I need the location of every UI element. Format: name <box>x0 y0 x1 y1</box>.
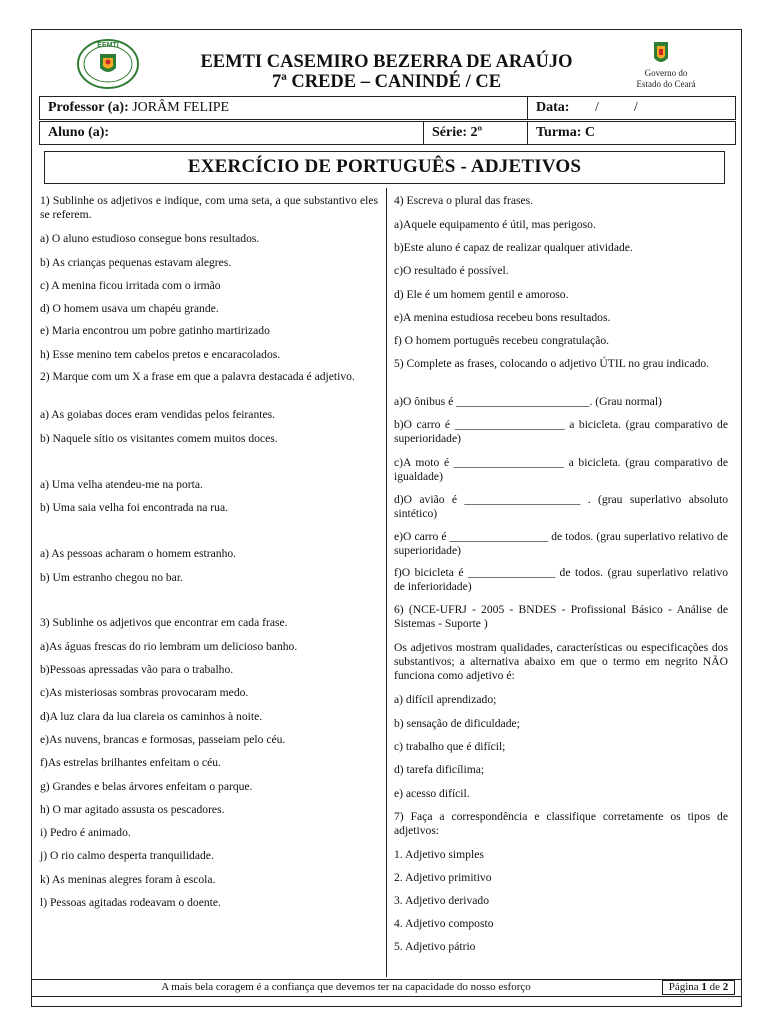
serie-cell <box>423 122 527 144</box>
footer-bottom-divider <box>32 996 741 997</box>
list-item: f)O bicicleta é _______________ de todos. (grau superlativo relativo de inferioridade) <box>394 566 728 593</box>
list-item: e) acesso difícil. <box>394 787 470 800</box>
turma-label: Turma: <box>536 125 582 140</box>
list-item: 3. Adjetivo derivado <box>394 894 489 907</box>
gov-logo-line1: Governo do <box>644 68 688 78</box>
question-5-prompt: 5) Complete as frases, colocando o adjetivo ÚTIL no grau indicado. <box>394 357 710 370</box>
list-item: a) difícil aprendizado; <box>394 693 497 706</box>
professor-label: Professor (a): <box>48 100 129 115</box>
list-item: b)Este aluno é capaz de realizar qualquer atividade. <box>394 241 633 254</box>
date-value: / / <box>594 100 638 115</box>
list-item: i) Pedro é animado. <box>40 826 131 839</box>
list-item: c) A menina ficou irritada com o irmão <box>40 279 221 292</box>
school-name: EEMTI CASEMIRO BEZERRA DE ARAÚJO <box>200 52 573 72</box>
serie-value: 2º <box>466 125 483 140</box>
page-total: 2 <box>722 981 729 993</box>
list-item: b) Naquele sítio os visitantes comem muitos doces. <box>40 432 278 445</box>
list-item: d) tarefa dificílima; <box>394 763 485 776</box>
list-item: c)A moto é ___________________ a bicicleta. (grau comparativo de igualdade) <box>394 456 728 483</box>
list-item: a)Aquele equipamento é útil, mas perigoso. <box>394 218 596 231</box>
page-indicator <box>662 980 735 995</box>
list-item: 5. Adjetivo pátrio <box>394 940 476 953</box>
page-label: Página <box>668 981 699 993</box>
list-item: f)As estrelas brilhantes enfeitam o céu. <box>40 756 221 769</box>
date-cell[interactable] <box>527 97 737 119</box>
page-current: 1 <box>701 981 707 993</box>
list-item: a) As goiabas doces eram vendidas pelos feirantes. <box>40 408 276 421</box>
list-item: d) Ele é um homem gentil e amoroso. <box>394 288 569 301</box>
serie-label: Série: <box>432 125 467 140</box>
list-item: c) trabalho que é difícil; <box>394 740 506 753</box>
list-item: b) As crianças pequenas estavam alegres. <box>40 256 232 269</box>
list-item: a)As águas frescas do rio lembram um delicioso banho. <box>40 640 298 653</box>
list-item: 4. Adjetivo composto <box>394 917 494 930</box>
list-item: d)O avião é ____________________ . (grau superlativo absoluto sintético) <box>394 493 728 520</box>
list-item: e) Maria encontrou um pobre gatinho martirizado <box>40 324 270 337</box>
column-divider <box>386 188 387 977</box>
turma-cell <box>527 122 737 144</box>
school-subtitle: 7ª CREDE – CANINDÉ / CE <box>271 72 502 92</box>
info-row-professor <box>39 96 736 120</box>
question-1-prompt: 1) Sublinhe os adjetivos e indique, com uma seta, a que substantivo eles se referem. <box>40 194 378 221</box>
turma-value: C <box>581 125 596 140</box>
list-item: 2. Adjetivo primitivo <box>394 871 492 884</box>
gov-logo-line2: Estado do Ceará <box>636 79 696 89</box>
list-item: c)As misteriosas sombras provocaram medo. <box>40 686 249 699</box>
list-item: b) Um estranho chegou no bar. <box>40 571 183 584</box>
list-item: e)O carro é _________________ de todos. (grau superlativo relativo de superioridade) <box>394 530 728 557</box>
list-item: k) As meninas alegres foram à escola. <box>40 873 216 886</box>
footer-quote: A mais bela coragem é a confiança que devemos ter na capacidade do nosso esforço <box>161 981 531 993</box>
list-item: e)As nuvens, brancas e formosas, passeiam pelo céu. <box>40 733 286 746</box>
list-item: b)O carro é ___________________ a bicicleta. (grau comparativo de superioridade) <box>394 418 728 445</box>
professor-cell <box>40 97 527 119</box>
list-item: b) sensação de dificuldade; <box>394 717 520 730</box>
government-logo <box>622 38 706 94</box>
aluno-label: Aluno (a): <box>48 125 110 140</box>
list-item: l) Pessoas agitadas rodeavam o doente. <box>40 896 221 909</box>
list-item: a) As pessoas acharam o homem estranho. <box>40 547 237 560</box>
question-3-prompt: 3) Sublinhe os adjetivos que encontrar em cada frase. <box>40 616 288 629</box>
list-item: b)Pessoas apressadas vão para o trabalho. <box>40 663 234 676</box>
question-4-prompt: 4) Escreva o plural das frases. <box>394 194 534 207</box>
header <box>32 30 741 96</box>
list-item: 1. Adjetivo simples <box>394 848 484 861</box>
exercise-title: EXERCÍCIO DE PORTUGUÊS - ADJETIVOS <box>44 151 725 184</box>
list-item: a)O ônibus é _______________________. (Grau normal) <box>394 395 662 408</box>
list-item: e)A menina estudiosa recebeu bons resultados. <box>394 311 611 324</box>
professor-value: JORÂM FELIPE <box>128 100 230 115</box>
worksheet-page <box>31 29 742 1007</box>
list-item: h) O mar agitado assusta os pescadores. <box>40 803 225 816</box>
list-item: a) O aluno estudioso consegue bons resultados. <box>40 232 260 245</box>
info-row-aluno <box>39 121 736 145</box>
list-item: d)A luz clara da lua clareia os caminhos à noite. <box>40 710 263 723</box>
list-item: c)O resultado é possível. <box>394 264 509 277</box>
list-item: d) O homem usava um chapéu grande. <box>40 302 219 315</box>
question-7-prompt: 7) Faça a correspondência e classifique corretamente os tipos de adjetivos: <box>394 810 728 837</box>
question-6-prompt: 6) (NCE-UFRJ - 2005 - BNDES - Profissional Básico - Análise de Sistemas - Suporte ) <box>394 603 728 630</box>
school-logo-text: EEMTI <box>97 42 119 49</box>
list-item: f) O homem português recebeu congratulação. <box>394 334 610 347</box>
list-item: a) Uma velha atendeu-me na porta. <box>40 478 203 491</box>
list-item: b) Uma saia velha foi encontrada na rua. <box>40 501 228 514</box>
aluno-cell[interactable] <box>40 122 423 144</box>
footer-divider <box>32 979 741 980</box>
list-item: h) Esse menino tem cabelos pretos e encaracolados. <box>40 348 281 361</box>
list-item: g) Grandes e belas árvores enfeitam o parque. <box>40 780 253 793</box>
question-2-prompt: 2) Marque com um X a frase em que a palavra destacada é adjetivo. <box>40 370 355 383</box>
question-6-text: Os adjetivos mostram qualidades, características ou especificações dos substantivos; a alternativa abaixo em que o termo em negrito NÃO funciona como adjetivo é: <box>394 641 728 682</box>
page-of: de <box>709 981 721 993</box>
list-item: j) O rio calmo desperta tranquilidade. <box>40 849 214 862</box>
date-label: Data: <box>536 100 570 115</box>
